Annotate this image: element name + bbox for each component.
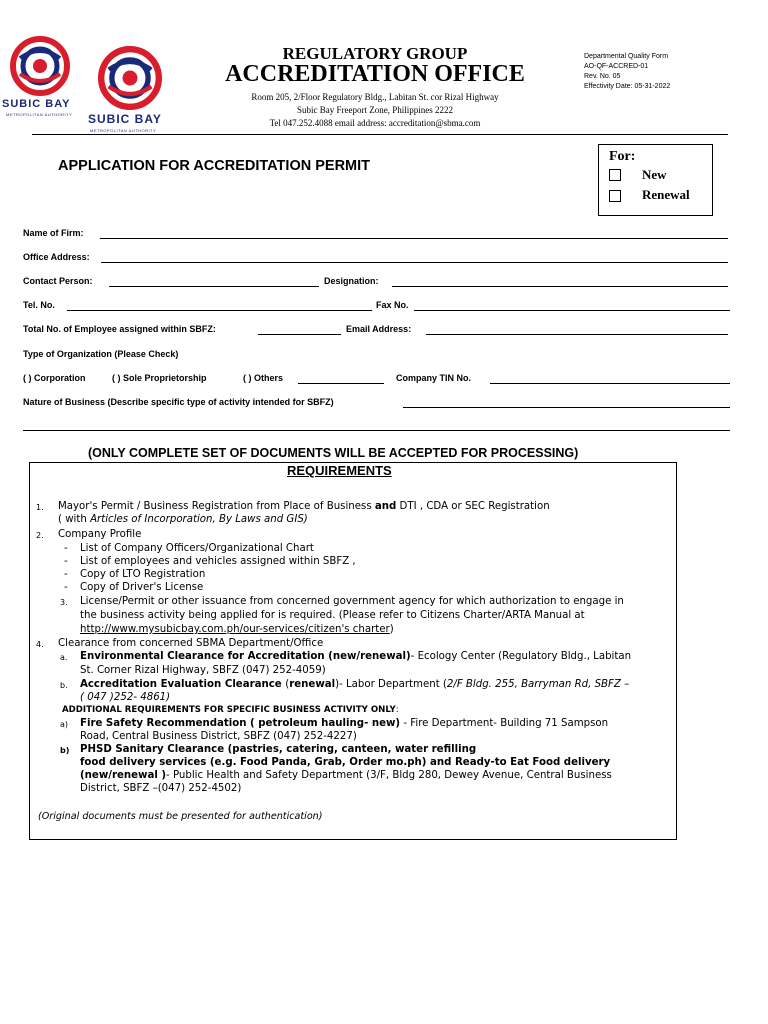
new-option-label: New (642, 167, 667, 182)
header-office: ACCREDITATION OFFICE (225, 61, 525, 87)
others-option[interactable]: ( ) Others (243, 373, 284, 383)
name-of-firm-label: Name of Firm: (23, 228, 84, 238)
new-checkbox[interactable] (609, 169, 621, 181)
add-b-bold: (new/renewal ) (80, 770, 167, 781)
company-tin-label: Company TIN No. (396, 373, 472, 383)
item-1-text (58, 500, 550, 513)
contact-person-input[interactable] (109, 286, 319, 287)
add-a-line-1 (80, 717, 608, 730)
additional-requirements-heading (62, 704, 399, 717)
header-address-2: Subic Bay Freeport Zone, Philippines 2222 (297, 105, 453, 115)
total-employees-input[interactable] (258, 334, 341, 335)
add-b-line-2: food delivery services (e.g. Food Panda, Grab, Order mo.ph) and Ready-to Eat Food delivery (80, 757, 611, 768)
item-4b-bold: Accreditation Evaluation Clearance (80, 679, 286, 690)
item-2-dash-1: - (64, 543, 68, 554)
item-4b-italic: 2/F Bldg. 255, Barryman Rd, SBFZ – (446, 679, 630, 690)
item-2-dash-4: - (64, 582, 68, 593)
item-4b-label: b. (60, 681, 68, 690)
application-type-box (598, 144, 713, 216)
item-1-part-a: Mayor's Permit / Business Registration from Place of Business (58, 501, 375, 512)
item-4a-line-2: St. Corner Rizal Highway, SBFZ (047) 252-4059) (80, 665, 326, 676)
form-meta-line4: Effectivity Date: 05-31-2022 (584, 83, 671, 90)
processing-notice: (ONLY COMPLETE SET OF DOCUMENTS WILL BE ACCEPTED FOR PROCESSING) (88, 446, 579, 460)
item-2-number: 2. (36, 531, 44, 540)
renewal-checkbox[interactable] (609, 190, 621, 202)
header-group: REGULATORY GROUP (282, 44, 468, 63)
logo-left-text: SUBIC BAY (2, 98, 71, 110)
total-employees-label: Total No. of Employee assigned within SBFZ: (23, 324, 216, 334)
header-contact: Tel 047.252.4088 email address: accreditation@sbma.com (269, 118, 481, 128)
add-b-rest: - Public Health and Safety Department (3/F, Bldg 280, Dewey Avenue, Central Business (166, 770, 612, 781)
logo-right-subtext: METROPOLITAN AUTHORITY (90, 128, 157, 133)
sbma-emblem-icon (98, 46, 162, 110)
item-4a-rest: - Ecology Center (Regulatory Bldg., Labitan (410, 651, 632, 662)
type-of-organization-label: Type of Organization (Please Check) (23, 349, 179, 359)
item-4a-label: a. (60, 653, 68, 662)
item-1-number: 1. (36, 503, 44, 512)
item-4b-paren: ( (285, 679, 290, 690)
add-a-label: a) (60, 720, 69, 729)
logo-left-subtext: METROPOLITAN AUTHORITY (6, 112, 73, 117)
authentication-note: (Original documents must be presented for authentication) (38, 811, 323, 822)
form-title: APPLICATION FOR ACCREDITATION PERMIT (58, 158, 371, 174)
item-2-sub-2: List of employees and vehicles assigned within SBFZ , (80, 556, 356, 567)
header-address-1: Room 205, 2/Floor Regulatory Bldg., Labitan St. cor Rizal Highway (251, 92, 499, 102)
contact-person-label: Contact Person: (23, 276, 93, 286)
email-address-label: Email Address: (346, 324, 412, 334)
item-3-line-3 (80, 623, 394, 636)
fax-no-label: Fax No. (376, 300, 409, 310)
corporation-option[interactable]: ( ) Corporation (23, 373, 86, 383)
header-divider (32, 134, 728, 135)
item-2-dash-3: - (64, 569, 68, 580)
item-4-text: Clearance from concerned SBMA Department/Office (58, 638, 324, 649)
tel-no-input[interactable] (67, 310, 372, 311)
nature-of-business-input[interactable] (403, 407, 730, 408)
item-4a-bold: Environmental Clearance for Accreditation (new/renewal) (80, 651, 411, 662)
office-address-label: Office Address: (23, 252, 90, 262)
sole-proprietorship-option[interactable]: ( ) Sole Proprietorship (112, 373, 207, 383)
add-a-rest: - Fire Department- Building 71 Sampson (400, 718, 609, 729)
item-2-text: Company Profile (58, 529, 142, 540)
item-1-sub-b: Articles of Incorporation, By Laws and GIS) (90, 514, 308, 525)
company-tin-input[interactable] (490, 383, 730, 384)
add-a-bold: Fire Safety Recommendation ( petroleum hauling- new) (80, 718, 401, 729)
add-b-line-1: PHSD Sanitary Clearance (pastries, catering, canteen, water refilling (80, 744, 477, 755)
item-1-subtext (58, 513, 308, 526)
tel-no-label: Tel. No. (23, 300, 55, 310)
requirements-title: REQUIREMENTS (287, 463, 392, 478)
name-of-firm-input[interactable] (100, 238, 728, 239)
add-b-line-4: District, SBFZ –(047) 252-4502) (80, 783, 242, 794)
add-b-label: b) (60, 746, 70, 755)
item-4b-line-2: ( 047 )252- 4861) (80, 692, 171, 703)
nature-of-business-label: Nature of Business (Describe specific type of activity intended for SBFZ) (23, 397, 334, 407)
add-b-line-3 (80, 769, 612, 782)
email-address-input[interactable] (426, 334, 728, 335)
renewal-option-label: Renewal (642, 187, 690, 202)
additional-heading-colon: : (395, 705, 399, 715)
designation-input[interactable] (392, 286, 728, 287)
item-1-and: and (374, 501, 397, 512)
for-label: For: (609, 149, 636, 164)
form-meta-line2: AO-QF-ACCRED-01 (584, 63, 649, 70)
nature-of-business-input-line2[interactable] (23, 430, 730, 431)
sbma-logo-right (86, 46, 176, 138)
office-address-input[interactable] (101, 262, 728, 263)
designation-label: Designation: (324, 276, 379, 286)
sbma-emblem-icon (10, 36, 70, 96)
item-4b-line-1 (80, 678, 629, 691)
others-input[interactable] (298, 383, 384, 384)
item-2-sub-3: Copy of LTO Registration (80, 569, 206, 580)
sbma-logo-left (2, 36, 82, 122)
item-3-number: 3. (60, 598, 68, 607)
item-1-sub-a: ( with (58, 514, 91, 525)
item-4a-line-1 (80, 650, 631, 663)
form-meta-line1: Departmental Quality Form (584, 53, 669, 60)
logo-right-text: SUBIC BAY (88, 112, 162, 126)
form-meta (584, 52, 670, 92)
item-3-line-2: the business activity being applied for is required. (Please refer to Citizens Charter/ARTA Manual at (80, 610, 585, 621)
item-2-sub-4: Copy of Driver's License (80, 582, 204, 593)
item-1-part-b: DTI , CDA or SEC Registration (396, 501, 550, 512)
form-meta-line3: Rev. No. 05 (584, 73, 621, 80)
item-4-number: 4. (36, 640, 44, 649)
item-4b-rest: )- Labor Department ( (335, 679, 447, 690)
item-3-close: ) (389, 624, 394, 635)
add-a-line-2: Road, Central Business District, SBFZ (047) 252-4227) (80, 731, 357, 742)
item-2-sub-1: List of Company Officers/Organizational Chart (80, 543, 314, 554)
item-4b-bold-2: renewal (289, 679, 336, 690)
fax-no-input[interactable] (414, 310, 730, 311)
additional-heading-text: ADDITIONAL REQUIREMENTS FOR SPECIFIC BUSINESS ACTIVITY ONLY (62, 705, 396, 715)
item-2-dash-2: - (64, 556, 68, 567)
citizens-charter-link[interactable]: http://www.mysubicbay.com.ph/our-services/citizen's charter (80, 624, 390, 635)
item-3-line-1: License/Permit or other issuance from concerned government agency for which authorization to engage in (80, 596, 624, 607)
